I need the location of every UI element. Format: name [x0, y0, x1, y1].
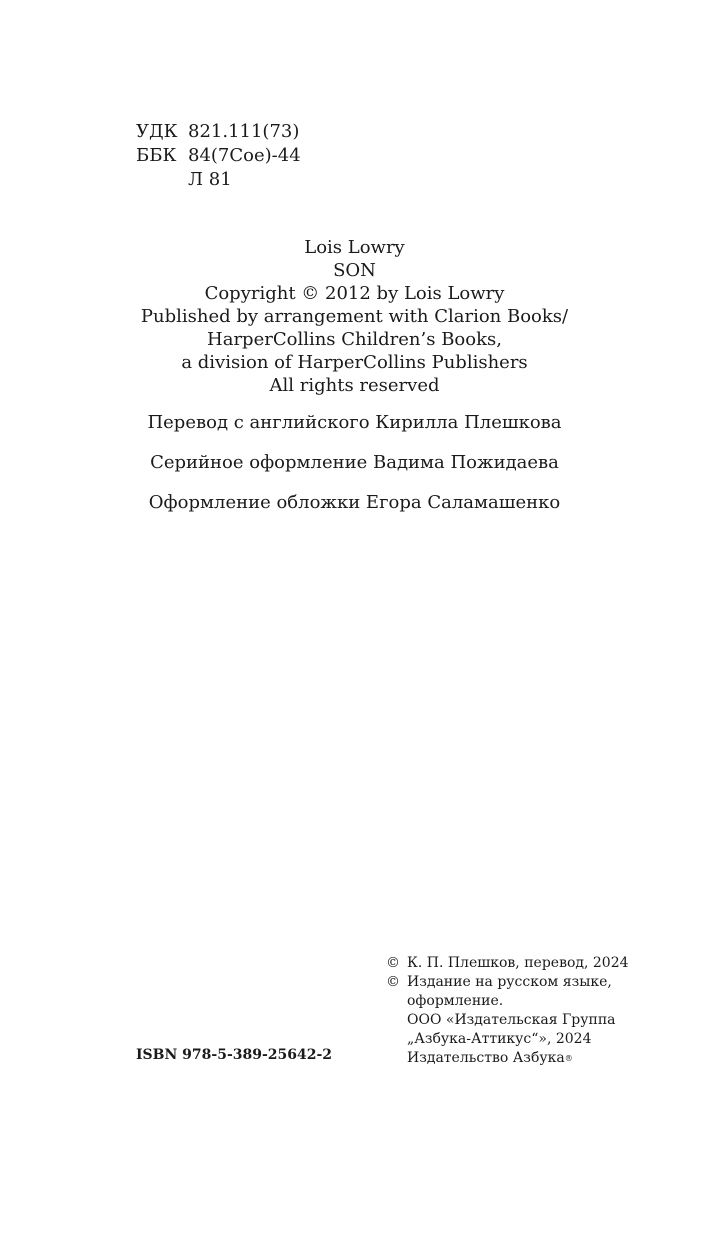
- classification-block: [136, 120, 301, 192]
- bbk-label: ББК: [136, 145, 177, 166]
- translation-copyright-text: К. П. Плешков, перевод, 2024: [407, 955, 629, 971]
- arrangement-line: a division of HarperCollins Publishers: [181, 352, 528, 373]
- copyright-symbol: ©: [386, 955, 400, 971]
- bbk-row: [136, 144, 301, 168]
- rights-reserved: All rights reserved: [269, 375, 440, 396]
- udk-value: 821.111(73): [188, 121, 300, 142]
- translation-copyright: [386, 954, 629, 973]
- isbn: ISBN 978-5-389-25642-2: [136, 1047, 333, 1063]
- arrangement-line: HarperCollins Children’s Books,: [207, 329, 502, 350]
- copyright-symbol: ©: [386, 974, 400, 990]
- edition-line: оформление.: [407, 993, 504, 1009]
- original-book-info: [0, 236, 709, 397]
- registered-mark: ®: [564, 1054, 573, 1063]
- publisher-group-line: „Азбука-Аттикус“», 2024: [407, 1031, 592, 1047]
- publisher-imprint: Издательство Азбука: [407, 1050, 565, 1066]
- series-design-credit: Серийное оформление Вадима Пожидаева: [150, 452, 559, 473]
- cover-design-credit: Оформление обложки Егора Саламашенко: [148, 492, 561, 513]
- original-author: Lois Lowry: [304, 237, 405, 258]
- udk-row: [136, 120, 301, 144]
- edition-copyright: [386, 973, 629, 1068]
- copyright-notices: [386, 954, 629, 1068]
- original-title: SON: [333, 260, 376, 281]
- bbk-value: 84(7Сое)-44: [188, 145, 301, 166]
- publisher-group-line: ООО «Издательская Группа: [407, 1012, 616, 1028]
- edition-line: Издание на русском языке,: [407, 974, 612, 990]
- udk-label: УДК: [136, 121, 178, 142]
- original-copyright: Copyright © 2012 by Lois Lowry: [204, 283, 505, 304]
- arrangement-line: Published by arrangement with Clarion Books/: [140, 306, 569, 327]
- translation-credit: Перевод с английского Кирилла Плешкова: [147, 412, 562, 433]
- author-mark: Л 81: [188, 169, 232, 190]
- publisher-imprint-line: [407, 1049, 629, 1068]
